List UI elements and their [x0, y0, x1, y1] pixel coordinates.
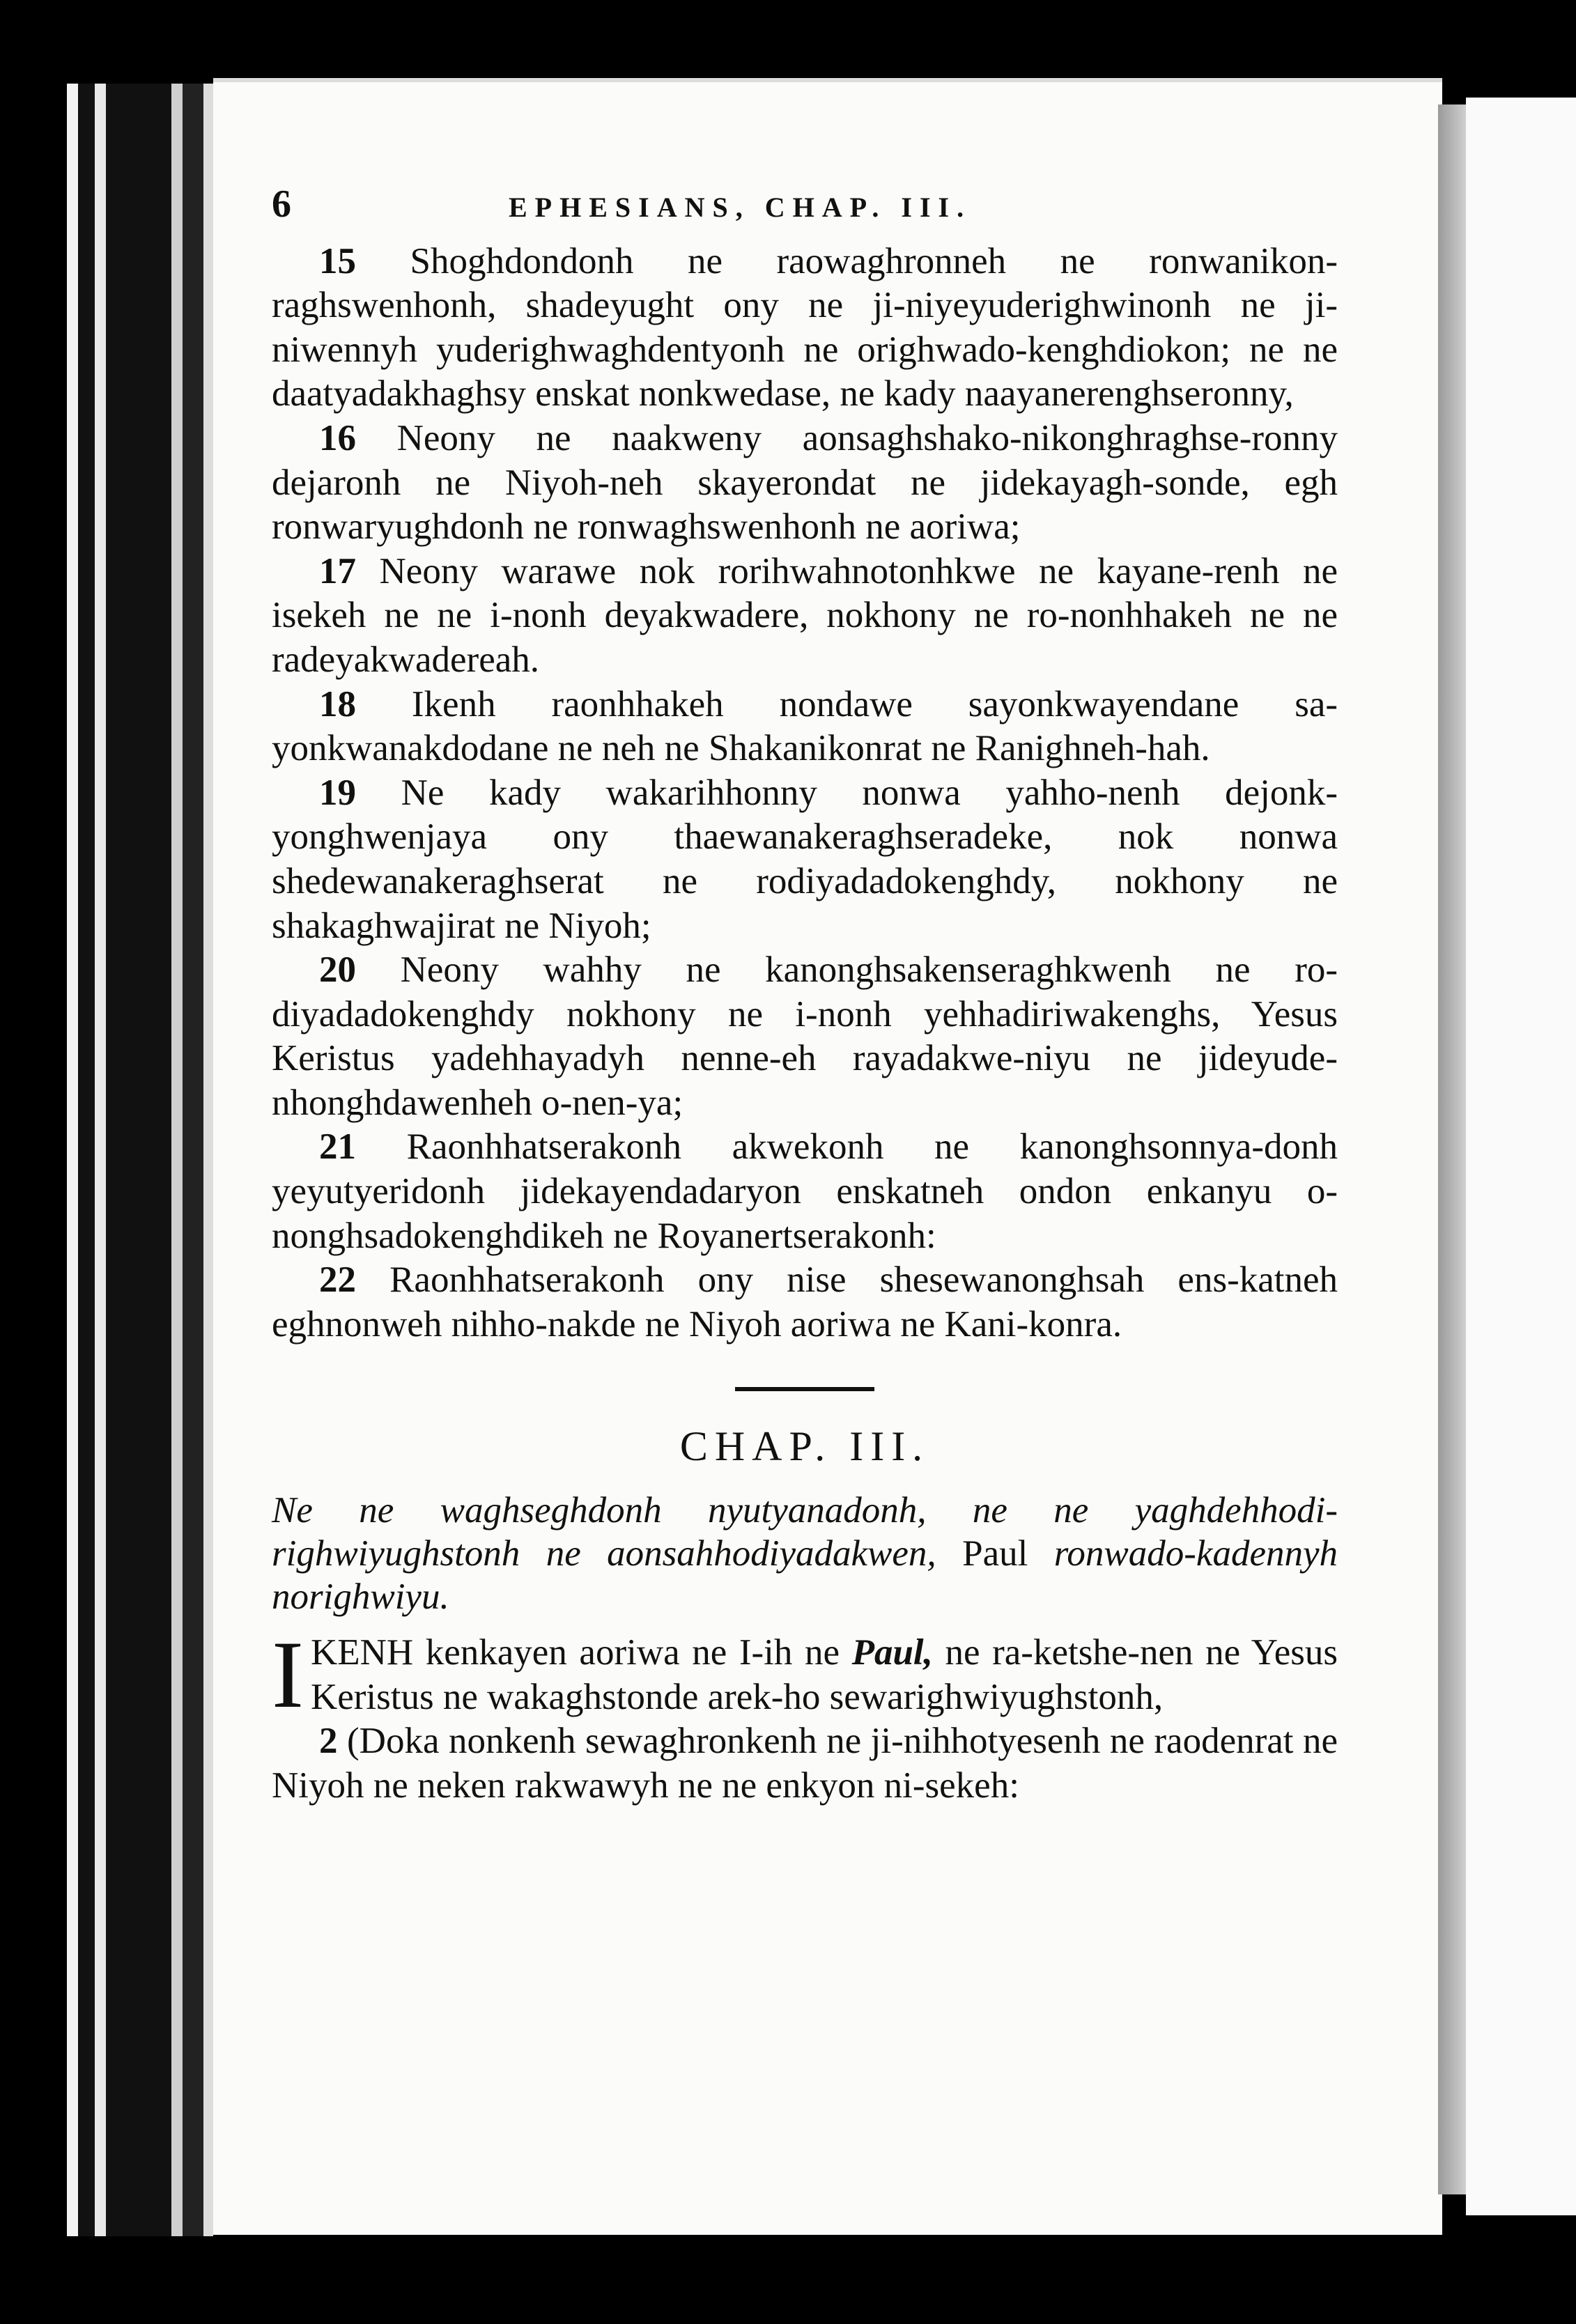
summary-italic-text-end: ronwado-kadennyh norighwiyu.	[272, 1533, 1338, 1618]
verse-16	[272, 417, 1338, 550]
verse-text: Raonhhatserakonh ony nise shesewanonghsah ens-katneh eghnonweh nihho-nakde ne Niyoh aoriwa ne Kani-konra.	[272, 1260, 1338, 1345]
drop-cap: I	[272, 1621, 304, 1728]
chapter-verse-1	[272, 1621, 1338, 1728]
chapter-verse-2	[272, 1719, 1338, 1808]
verse-text: KENH kenkayen aoriwa ne I-ih ne	[310, 1632, 840, 1673]
verse-text: Neony warawe nok rorihwahnotonhkwe ne kayane-renh ne isekeh ne ne i-nonh deyakwadere, nokhony ne ro-nonhhakeh ne ne radeyakwadereah.	[272, 550, 1338, 680]
verse-18	[272, 683, 1338, 771]
page-content	[272, 183, 1338, 1808]
verse-text: Ne kady wakarihhonny nonwa yahho-nenh dejonk-yonghwenjaya ony thaewanakeraghseradeke, nok nonwa shedewanakeraghserat ne rodiyadadokenghdy, nokhony ne shakaghwajirat ne Niyoh;	[272, 772, 1338, 946]
summary-roman-text: Paul	[962, 1533, 1028, 1574]
verse-text: Neony wahhy ne kanonghsakenseraghkwenh ne ro-diyadadokenghdy nokhony ne i-nonh yehhadiriwakenghs, Yesus Keristus yadehhayadyh nenne-eh rayadakwe-niyu ne jideyude-nhonghdawenheh o-nen-ya;	[272, 950, 1338, 1123]
verse-number: 21	[319, 1126, 356, 1168]
verse-number: 2	[319, 1721, 338, 1762]
chapter-heading: CHAP. III.	[679, 1423, 930, 1470]
verse-22	[272, 1258, 1338, 1347]
verse-text: Raonhhatserakonh akwekonh ne kanonghsonnya-donh yeyutyeridonh jidekayendadaryon enskatneh ondon enkanyu o-nonghsadokenghdikeh ne Royanertserakonh:	[272, 1126, 1338, 1256]
verse-number: 20	[319, 950, 356, 991]
summary-italic-text: Ne ne waghseghdonh nyutyanadonh, ne ne yaghdehhodi-righwiyughstonh ne aonsahhodiyadakwen,	[272, 1490, 1338, 1574]
page-number: 6	[272, 183, 291, 226]
verse-number: 15	[319, 240, 356, 281]
facing-page-edge	[1466, 98, 1576, 2215]
running-title: EPHESIANS, CHAP. III.	[509, 192, 972, 223]
chapter-summary	[272, 1489, 1338, 1618]
verse-number: 19	[319, 772, 356, 813]
verse-number: 16	[319, 417, 356, 458]
verse-21	[272, 1125, 1338, 1258]
verse-text: Ikenh raonhhakeh nondawe sayonkwayendane sa-yonkwanakdodane ne neh ne Shakanikonrat ne Ranighneh-hah.	[272, 683, 1338, 769]
running-head	[272, 183, 1338, 230]
book-page-edges	[67, 84, 213, 2236]
verse-text: Neony ne naakweny aonsaghshako-nikonghraghse-ronny dejaronh ne Niyoh-neh skayerondat ne jidekayagh-sonde, egh ronwaryughdonh ne ronwaghswenhonh ne aoriwa;	[272, 417, 1338, 548]
verse-name-italic: Paul,	[851, 1632, 933, 1673]
section-rule	[735, 1387, 874, 1391]
verse-text-end: ne ra-ketshe-nen ne Yesus Keristus ne wakaghstonde arek-ho sewarighwiyughstonh,	[310, 1632, 1338, 1717]
verse-text: Shoghdondonh ne raowaghronneh ne ronwanikon-raghswenhonh, shadeyught ony ne ji-niyeyuderighwinonh ne ji-niwennyh yuderighwaghdentyonh ne orighwado-kenghdiokon; ne ne daatyadakhaghsy enskat nonkwedase, ne kady naayanerenghseronny,	[272, 240, 1338, 415]
verse-number: 17	[319, 550, 356, 591]
verse-20	[272, 948, 1338, 1125]
book-gutter	[1438, 104, 1466, 2194]
verse-15	[272, 240, 1338, 417]
verse-text: (Doka nonkenh sewaghronkenh ne ji-nihhotyesenh ne raodenrat ne Niyoh ne neken rakwawyh ne ne enkyon ni-sekeh:	[272, 1721, 1338, 1806]
verse-number: 22	[319, 1260, 356, 1301]
scan-border	[0, 2236, 1576, 2324]
verse-number: 18	[319, 683, 356, 725]
verse-17	[272, 550, 1338, 683]
verse-19	[272, 771, 1338, 948]
